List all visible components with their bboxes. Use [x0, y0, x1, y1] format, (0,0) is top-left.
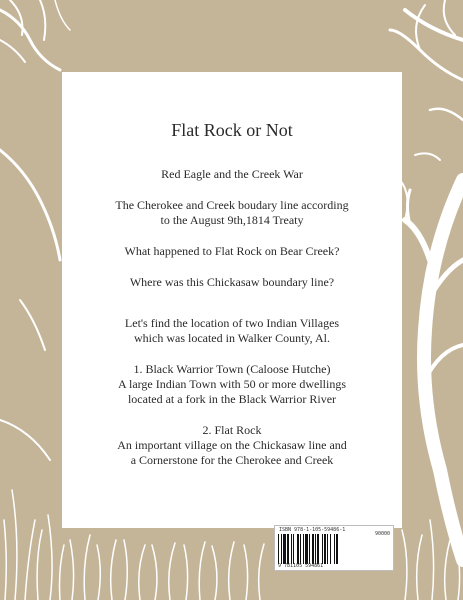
barcode-digits: 9 781105 594861	[278, 563, 324, 569]
text-line: What happened to Flat Rock on Bear Creek?	[124, 244, 340, 258]
paragraph	[62, 198, 402, 228]
text-line: Where was this Chickasaw boundary line?	[129, 275, 335, 289]
text-line: The Cherokee and Creek boudary line according	[115, 198, 349, 212]
paragraph	[62, 244, 402, 259]
text-line: to the August 9th,1814 Treaty	[160, 213, 304, 227]
book-title: Flat Rock or Not	[171, 120, 293, 140]
paragraph	[62, 362, 402, 407]
text-line: A large Indian Town with 50 or more dwellings	[117, 377, 347, 391]
isbn-number: ISBN 978-1-105-59486-1	[279, 527, 346, 533]
text-line: Let's find the location of two Indian Villages	[124, 316, 340, 330]
text-line: An important village on the Chickasaw line and	[117, 438, 347, 452]
text-line: 2. Flat Rock	[202, 423, 262, 437]
text-line: Red Eagle and the Creek War	[161, 167, 303, 181]
text-line: 1. Black Warrior Town (Caloose Hutche)	[133, 362, 331, 376]
barcode-bars	[278, 534, 366, 564]
cover-text-panel	[62, 72, 402, 528]
price-addon-code: 90000	[374, 531, 390, 537]
paragraph	[62, 167, 402, 182]
paragraph	[62, 275, 402, 290]
description-block	[62, 167, 402, 468]
paragraph	[62, 316, 402, 346]
text-line: a Cornerstone for the Cherokee and Creek	[130, 453, 334, 467]
isbn-barcode	[274, 525, 394, 571]
paragraph	[62, 423, 402, 468]
text-line: located at a fork in the Black Warrior River	[127, 392, 337, 406]
text-line: which was located in Walker County, Al.	[134, 331, 330, 345]
